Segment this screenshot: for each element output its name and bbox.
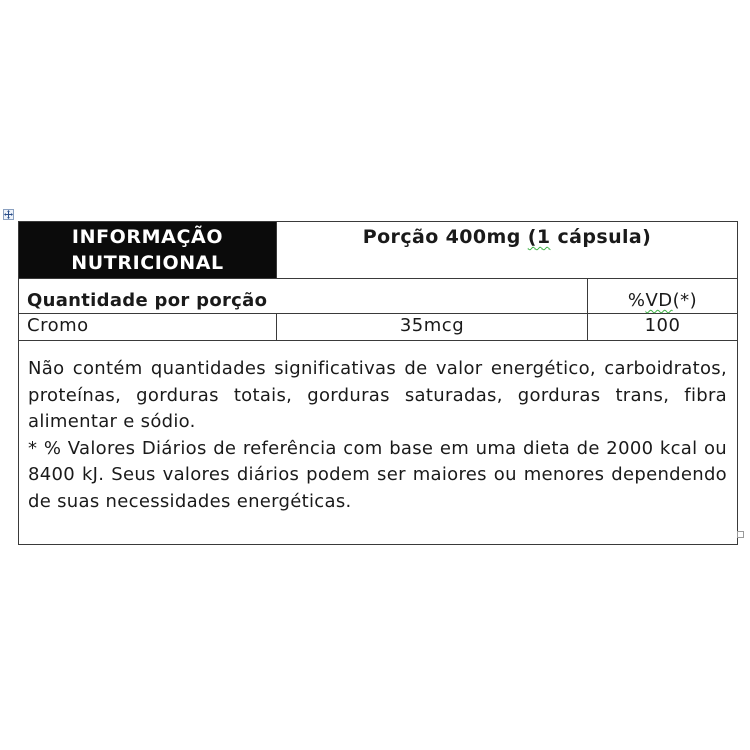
- portion-suffix: cápsula): [550, 226, 652, 248]
- notes-row: [19, 341, 738, 545]
- table-move-handle-icon[interactable]: [3, 209, 14, 220]
- portion-paren-spellcheck: (1: [527, 226, 551, 248]
- nutrition-facts-table: [18, 221, 738, 545]
- vd-percent: %: [627, 290, 646, 311]
- nutrient-daily-value: 100: [588, 314, 738, 341]
- vd-suffix: (*): [672, 290, 698, 311]
- nutrient-amount: 35mcg: [277, 314, 588, 341]
- nutrition-title-cell: [19, 222, 277, 279]
- quantity-header: Quantidade por porção: [19, 279, 588, 314]
- portion-prefix: Porção 400mg: [362, 226, 528, 248]
- notes-cell: [19, 341, 738, 545]
- portion-cell: [277, 222, 738, 279]
- quantity-header-row: [19, 279, 738, 314]
- vd-code-spellcheck: VD: [645, 290, 673, 311]
- title-line-1: INFORMAÇÃO: [71, 226, 224, 248]
- nutrient-name: Cromo: [19, 314, 277, 341]
- note-footnote: * % Valores Diários de referência com base em uma dieta de 2000 kcal ou 8400 kJ. Seus valores diários podem ser maiores ou menores dependendo de suas necessidades energéticas.: [28, 437, 727, 512]
- daily-value-header: [588, 279, 738, 314]
- table-resize-handle-icon[interactable]: [737, 531, 744, 538]
- title-line-2: NUTRICIONAL: [71, 252, 224, 274]
- note-main: Não contém quantidades significativas de valor energético, carboidratos, proteínas, gorduras totais, gorduras saturadas, gorduras trans, fibra alimentar e sódio.: [28, 358, 727, 432]
- header-row: [19, 222, 738, 279]
- table-row: [19, 314, 738, 341]
